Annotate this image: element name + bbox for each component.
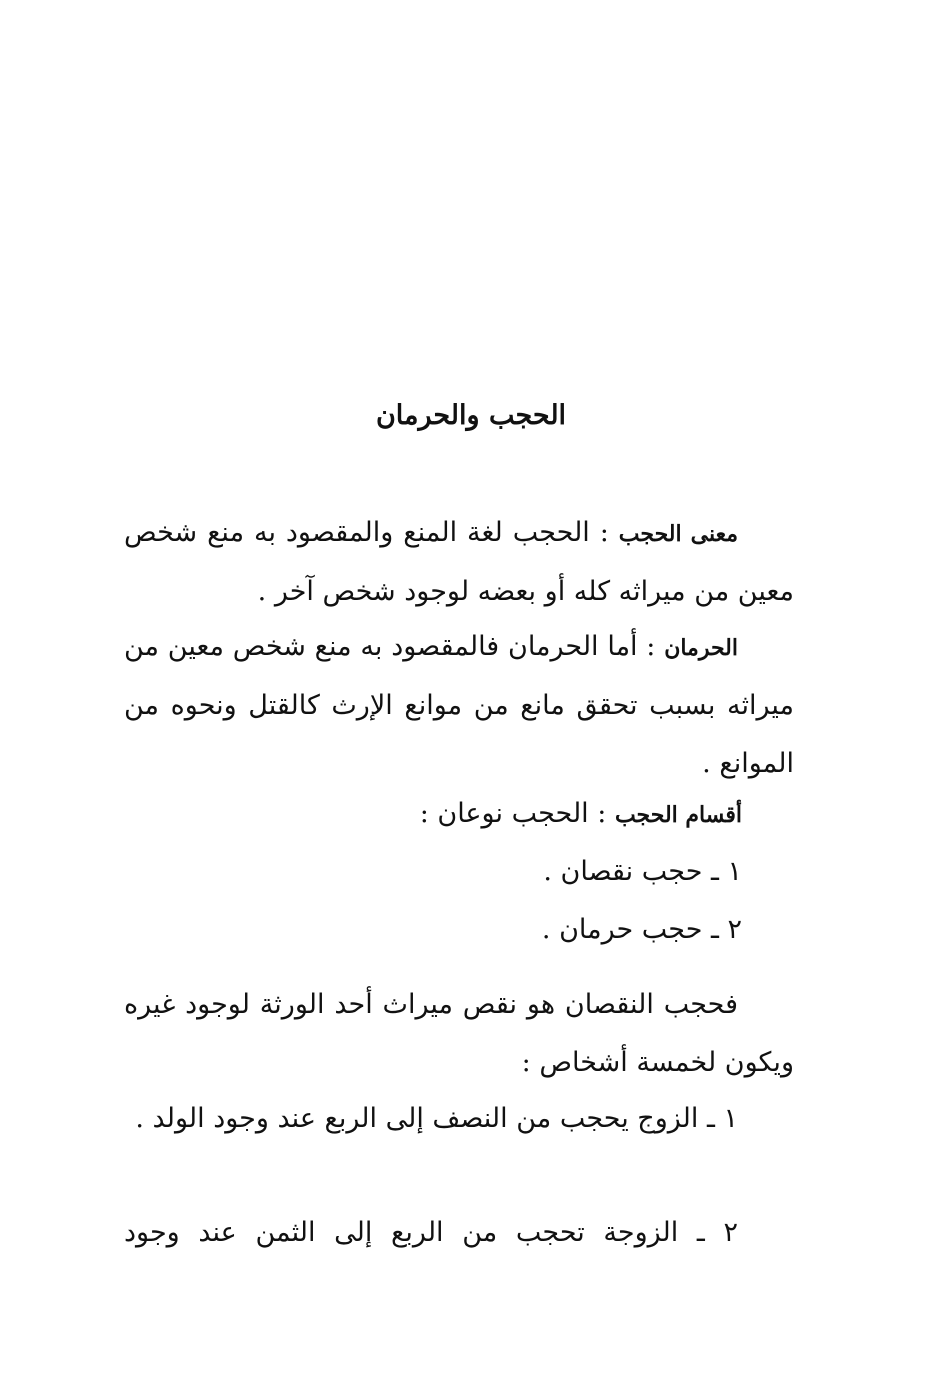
hirman-definition-text: : أما الحرمان فالمقصود به منع شخص معين من ميراثه بسبب تحقق مانع من موانع الإرث كالقتل ونحوه من الموانع . — [124, 631, 794, 779]
hirman-definition-paragraph — [124, 618, 794, 793]
reduction-case-item: ١ ـ الزوج يحجب من النصف إلى الربع عند وجود الولد . — [135, 1103, 738, 1134]
reduction-intro-paragraph: فحجب النقصان هو نقص ميراث أحد الورثة لوجود غيره ويكون لخمسة أشخاص : — [124, 989, 794, 1078]
hajb-definition-text: : الحجب لغة المنع والمقصود به منع شخص معين من ميراثه كله أو بعضه لوجود شخص آخر . — [124, 517, 794, 607]
hajb-types-term: أقسام الحجب — [614, 802, 742, 828]
hajb-definition-paragraph — [124, 504, 794, 621]
reduction-case-item: ٢ ـ الزوجة تحجب من الربع إلى الثمن عند وجود — [124, 1217, 738, 1248]
hajb-term: معنى الحجب — [618, 521, 738, 547]
hajb-types-text: : الحجب نوعان : — [419, 798, 615, 829]
hajb-type-item: ٢ ـ حجب حرمان . — [541, 914, 742, 945]
hajb-types-intro — [420, 794, 742, 835]
hirman-term: الحرمان — [664, 635, 738, 661]
chapter-heading: الحجب والحرمان — [375, 400, 567, 431]
hajb-type-item: ١ ـ حجب نقصان . — [543, 856, 742, 887]
